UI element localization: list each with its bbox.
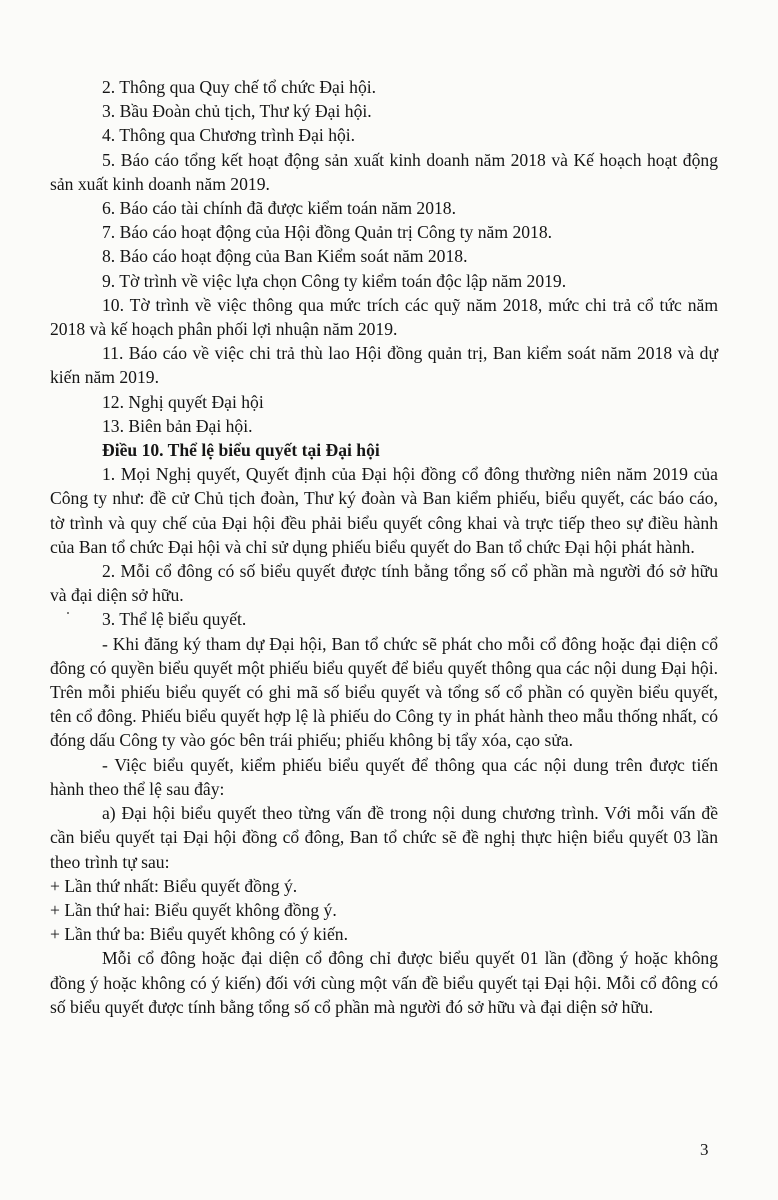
list-item: 10. Tờ trình về việc thông qua mức trích các quỹ năm 2018, mức chi trả cổ tức năm 2018 và kế hoạch phân phối lợi nhuận năm 2019.: [50, 294, 718, 340]
paragraph: - Việc biểu quyết, kiểm phiếu biểu quyết để thông qua các nội dung trên được tiến hành theo thể lệ sau đây:: [50, 754, 718, 799]
paragraph: - Khi đăng ký tham dự Đại hội, Ban tổ chức sẽ phát cho mỗi cổ đông hoặc đại diện cổ đông có quyền biểu quyết một phiếu biểu quyết để biểu quyết thông qua các nội dung Đại hội. Trên mỗi phiếu biểu quyết có ghi mã số biểu quyết và tổng số cổ phần có quyền biểu quyết, tên cổ đông. Phiếu biểu quyết hợp lệ là phiếu do Công ty in phát hành theo mẫu thống nhất, có đóng dấu Công ty vào góc bên trái phiếu; phiếu không bị tẩy xóa, cạo sửa.: [50, 633, 718, 751]
paragraph: a) Đại hội biểu quyết theo từng vấn đề trong nội dung chương trình. Với mỗi vấn đề cần biểu quyết tại Đại hội đồng cổ đông, Ban tổ chức sẽ đề nghị thực hiện biểu quyết 03 lần theo trình tự sau:: [50, 803, 718, 872]
vote-option: + Lần thứ hai: Biểu quyết không đồng ý.: [50, 899, 337, 920]
document-body: [50, 75, 718, 1019]
list-item: 3. Bầu Đoàn chủ tịch, Thư ký Đại hội.: [102, 101, 372, 122]
article-heading: Điều 10. Thể lệ biểu quyết tại Đại hội: [102, 440, 380, 461]
page-number: 3: [700, 1140, 709, 1159]
paragraph: 2. Mỗi cổ đông có số biểu quyết được tính bằng tổng số cổ phần mà người đó sở hữu và đại diện sở hữu.: [50, 561, 718, 606]
scan-speck: [67, 612, 69, 614]
list-item: 4. Thông qua Chương trình Đại hội.: [102, 125, 356, 146]
paragraph: Mỗi cổ đông hoặc đại diện cổ đông chỉ được biểu quyết 01 lần (đồng ý hoặc không đồng ý hoặc không có ý kiến) đối với cùng một vấn đề biểu quyết tại Đại hội. Mỗi cổ đông có số biểu quyết được tính bằng tổng số cổ phần mà người đó sở hữu và đại diện sở hữu.: [50, 948, 718, 1017]
vote-option: + Lần thứ nhất: Biểu quyết đồng ý.: [50, 875, 298, 896]
list-item: 9. Tờ trình về việc lựa chọn Công ty kiểm toán độc lập năm 2019.: [102, 270, 567, 291]
list-item: 8. Báo cáo hoạt động của Ban Kiểm soát năm 2018.: [102, 246, 468, 267]
list-item: 6. Báo cáo tài chính đã được kiểm toán năm 2018.: [102, 198, 457, 219]
list-item: 12. Nghị quyết Đại hội: [102, 391, 264, 412]
list-item: 13. Biên bản Đại hội.: [102, 415, 253, 436]
vote-option: + Lần thứ ba: Biểu quyết không có ý kiến.: [50, 924, 348, 945]
paragraph: 1. Mọi Nghị quyết, Quyết định của Đại hội đồng cổ đông thường niên năm 2019 của Công ty như: đề cử Chủ tịch đoàn, Thư ký đoàn và Ban kiểm phiếu, biểu quyết, các báo cáo, tờ trình và quy chế của Đại hội đều phải biểu quyết công khai và trực tiếp theo sự điều hành của Ban tổ chức Đại hội và chỉ sử dụng phiếu biểu quyết do Ban tổ chức Đại hội phát hành.: [50, 464, 718, 557]
list-item: 11. Báo cáo về việc chi trả thù lao Hội đồng quản trị, Ban kiểm soát năm 2018 và dự kiến năm 2019.: [50, 343, 718, 388]
list-item: 2. Thông qua Quy chế tổ chức Đại hội.: [102, 77, 377, 97]
list-item: 5. Báo cáo tổng kết hoạt động sản xuất kinh doanh năm 2018 và Kế hoạch hoạt động sản xuất kinh doanh năm 2019.: [50, 149, 718, 194]
paragraph: 3. Thể lệ biểu quyết.: [102, 609, 247, 630]
list-item: 7. Báo cáo hoạt động của Hội đồng Quản trị Công ty năm 2018.: [102, 222, 553, 243]
